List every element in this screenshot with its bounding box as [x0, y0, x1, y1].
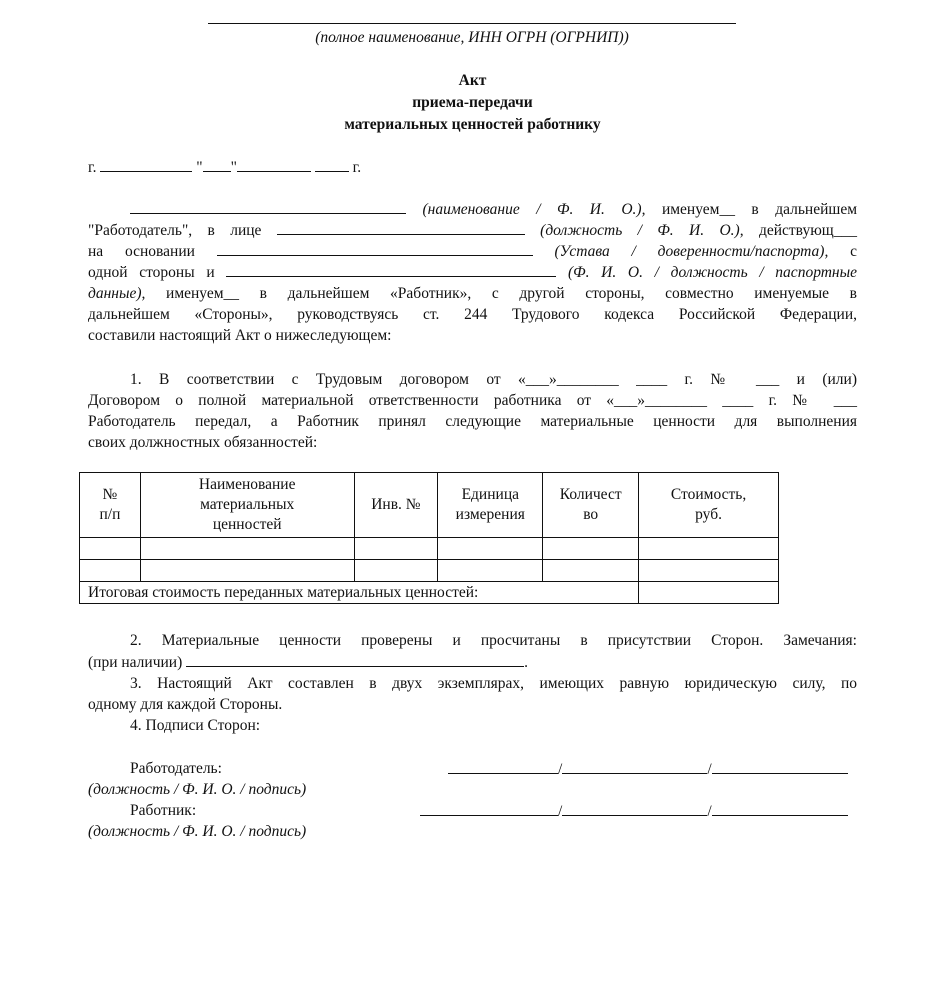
- employee-caption-end: данные),: [88, 285, 146, 302]
- clause3-line-1: 3. Настоящий Акт составлен в двух экземплярах, имеющих равную юридическую силу, по: [130, 675, 857, 692]
- employee-label: Работник:: [130, 802, 197, 819]
- representative-caption: (должность / Ф. И. О.),: [540, 222, 744, 239]
- employee-signature-line: [420, 801, 848, 822]
- preamble-line-4: [88, 262, 857, 283]
- employer-position-field[interactable]: [448, 759, 558, 774]
- date-line: [88, 157, 361, 178]
- preamble-text: "Работодатель", в лице: [88, 222, 262, 239]
- separator: /: [707, 803, 712, 820]
- representative-field[interactable]: [277, 220, 525, 235]
- preamble-line-3: [88, 241, 857, 262]
- city-field[interactable]: [100, 157, 192, 172]
- table-cell[interactable]: [639, 560, 779, 582]
- table-cell[interactable]: [80, 538, 141, 560]
- preamble-text: одной стороны и: [88, 264, 215, 281]
- year-field[interactable]: [315, 157, 349, 172]
- separator: /: [558, 803, 563, 820]
- preamble-text: на основании: [88, 243, 195, 260]
- employee-sign-field[interactable]: [712, 801, 848, 816]
- day-field[interactable]: [203, 157, 231, 172]
- clause3-line-2: одному для каждой Стороны.: [88, 696, 283, 713]
- quote-close: ": [230, 159, 237, 176]
- total-value-cell[interactable]: [639, 582, 779, 604]
- table-cell[interactable]: [354, 560, 438, 582]
- col-header-number: № п/п: [80, 473, 141, 538]
- preamble-text: действующ___: [758, 222, 857, 239]
- title-line-3: материальных ценностей работнику: [344, 116, 601, 133]
- table-cell[interactable]: [80, 560, 141, 582]
- preamble-text: с: [850, 243, 858, 260]
- preamble-text: именуем__ в дальнейшем «Работник», с другой стороны, совместно именуемые в: [166, 285, 857, 302]
- employee-caption: (Ф. И. О. / должность / паспортные: [567, 264, 857, 281]
- preamble-text: именуем__ в дальнейшем: [661, 201, 858, 218]
- clause4-line-1: 4. Подписи Сторон:: [130, 717, 261, 734]
- employer-sign-field[interactable]: [712, 759, 848, 774]
- employer-fio-field[interactable]: [562, 759, 707, 774]
- table-cell[interactable]: [140, 560, 354, 582]
- clause1-line-1: 1. В соответствии с Трудовым договором от «___»________ ____ г. № ___ и (или): [130, 371, 857, 388]
- clause1-line-3: Работодатель передал, а Работник принял следующие материальные ценности для выполнения: [88, 413, 857, 430]
- preamble-line-6: дальнейшем «Стороны», руководствуясь ст. 244 Трудового кодекса Российской Федерации,: [88, 306, 857, 323]
- remarks-end: .: [524, 654, 529, 671]
- clause2-line-2: [88, 652, 528, 673]
- title-line-2: приема-передачи: [412, 94, 533, 111]
- col-header-name: Наименование материальных ценностей: [140, 473, 354, 538]
- remarks-field[interactable]: [186, 652, 524, 667]
- table-row: [80, 538, 779, 560]
- table-header-row: [80, 473, 779, 538]
- table-cell[interactable]: [639, 538, 779, 560]
- month-field[interactable]: [237, 157, 311, 172]
- org-name-line[interactable]: [208, 23, 736, 24]
- assets-table: [79, 472, 779, 604]
- col-header-inventory: Инв. №: [354, 473, 438, 538]
- city-prefix: г.: [88, 159, 97, 176]
- year-suffix: г.: [352, 159, 362, 176]
- table-row: [80, 560, 779, 582]
- preamble-line-7: составили настоящий Акт о нижеследующем:: [88, 327, 392, 344]
- clause2-line-1: 2. Материальные ценности проверены и просчитаны в присутствии Сторон. Замечания:: [130, 632, 857, 649]
- title-line-1: Акт: [458, 72, 487, 89]
- table-cell[interactable]: [543, 560, 639, 582]
- remarks-prefix: (при наличии): [88, 654, 183, 671]
- total-label: Итоговая стоимость переданных материальных ценностей:: [80, 582, 639, 604]
- preamble-line-5: [88, 284, 857, 304]
- table-cell[interactable]: [140, 538, 354, 560]
- col-header-cost: Стоимость, руб.: [639, 473, 779, 538]
- table-cell[interactable]: [438, 560, 543, 582]
- employee-fio-field[interactable]: [562, 801, 707, 816]
- quote-open: ": [196, 159, 203, 176]
- employer-name-field[interactable]: [130, 199, 406, 214]
- separator: /: [558, 761, 563, 778]
- employer-name-caption: (наименование / Ф. И. О.),: [422, 201, 646, 218]
- col-header-quantity: Количест во: [543, 473, 639, 538]
- preamble-line-1: [88, 199, 857, 220]
- table-total-row: [80, 582, 779, 604]
- org-name-caption: (полное наименование, ИНН ОГРН (ОГРНИП)): [315, 29, 629, 46]
- employee-field[interactable]: [226, 262, 556, 277]
- col-header-unit: Единица измерения: [438, 473, 543, 538]
- clause1-line-4: своих должностных обязанностей:: [88, 434, 318, 451]
- employer-caption: (должность / Ф. И. О. / подпись): [88, 781, 307, 798]
- employer-signature-line: [448, 759, 848, 780]
- basis-field[interactable]: [217, 241, 533, 256]
- employee-position-field[interactable]: [420, 801, 558, 816]
- employer-label: Работодатель:: [130, 760, 222, 777]
- table-cell[interactable]: [543, 538, 639, 560]
- separator: /: [707, 761, 712, 778]
- table-cell[interactable]: [354, 538, 438, 560]
- employee-caption: (должность / Ф. И. О. / подпись): [88, 823, 307, 840]
- clause1-line-2: Договором о полной материальной ответственности работника от «___»________ ____ г. № ___: [88, 392, 857, 409]
- basis-caption: (Устава / доверенности/паспорта),: [554, 243, 829, 260]
- preamble-line-2: [88, 220, 857, 241]
- table-cell[interactable]: [438, 538, 543, 560]
